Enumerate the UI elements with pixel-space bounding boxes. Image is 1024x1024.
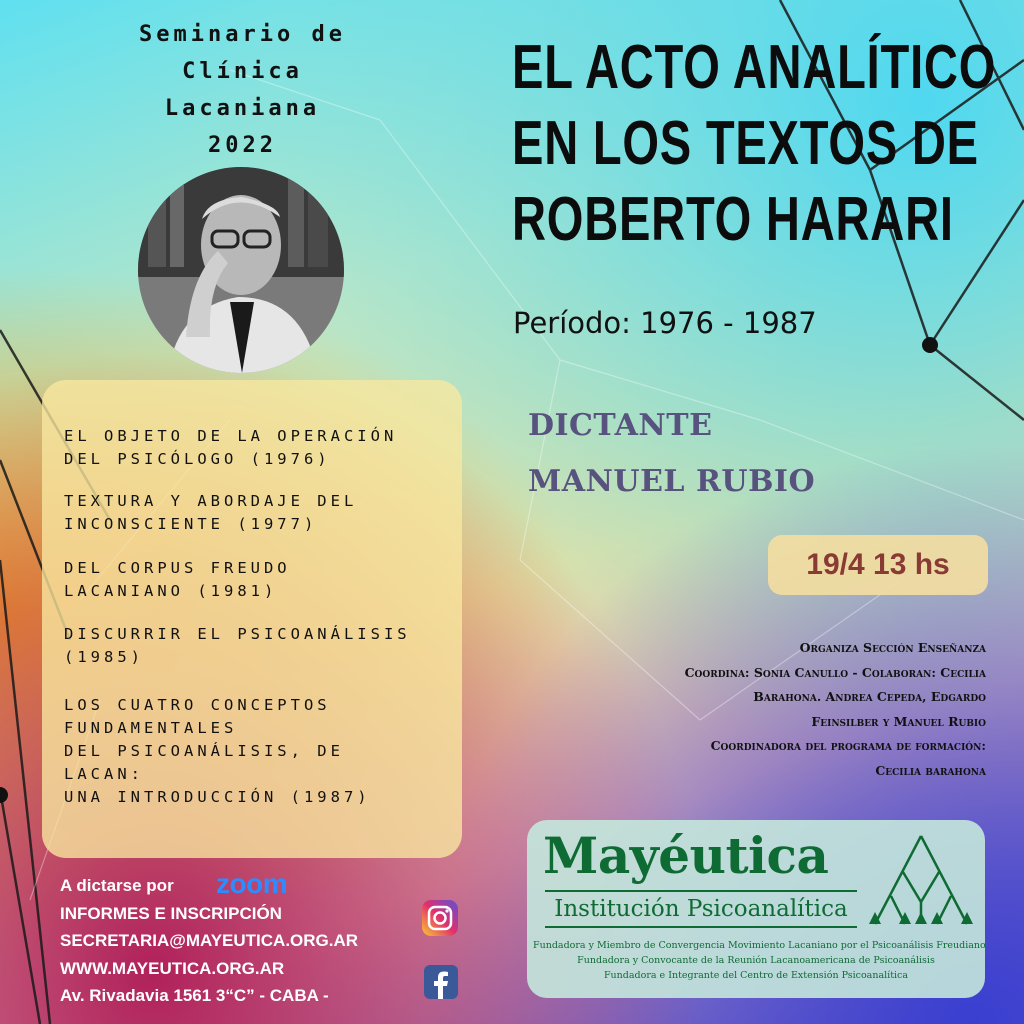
logo-footer-line: Fundadora e Integrante del Centro de Extensión Psicoanalítica xyxy=(603,970,909,981)
logo-rule xyxy=(545,926,857,928)
logo-footer-line: Fundadora y Convocante de la Reunión Lacanoamericana de Psicoanálisis xyxy=(577,955,935,966)
event-title xyxy=(512,30,997,258)
text-item xyxy=(64,694,371,809)
text-line: DEL CORPUS FREUDO xyxy=(64,559,291,577)
texts-panel xyxy=(42,380,462,858)
tree-logo-icon xyxy=(869,832,973,932)
org-line: Coordinadora del programa de formación: xyxy=(710,738,986,753)
instagram-icon[interactable] xyxy=(422,900,458,936)
text-line: DEL PSICÓLOGO (1976) xyxy=(64,450,331,468)
text-item xyxy=(64,623,411,669)
seminar-line: Lacaniana xyxy=(164,96,321,121)
org-line: Feinsilber y Manuel Rubio xyxy=(811,713,986,729)
platform-prefix: A dictarse por xyxy=(60,876,174,895)
logo-footer-line: Fundadora y Miembro de Convergencia Movimiento Lacaniano por el Psicoanálisis Freudiano xyxy=(533,940,986,951)
org-line: Coordina: Sonia Canullo - Colaboran: Cecilia xyxy=(684,664,986,680)
text-line: LACANIANO (1981) xyxy=(64,582,278,600)
date-badge: 19/4 13 hs xyxy=(768,535,988,595)
text-item xyxy=(64,425,397,471)
portrait-photo xyxy=(138,167,344,373)
seminar-line: 2022 xyxy=(208,133,277,158)
text-line: EL OBJETO DE LA OPERACIÓN xyxy=(64,427,398,445)
text-line: LOS CUATRO CONCEPTOS xyxy=(64,696,331,714)
org-line: Barahona. Andrea Cepeda, Edgardo xyxy=(753,689,986,704)
title-line: EN LOS TEXTOS DE xyxy=(512,109,979,178)
title-line: EL ACTO ANALÍTICO xyxy=(512,33,997,102)
text-line: DISCURRIR EL PSICOANÁLISIS xyxy=(64,625,411,643)
text-line: UNA INTRODUCCIÓN (1987) xyxy=(64,788,371,806)
text-line: INCONSCIENTE (1977) xyxy=(64,515,318,533)
org-line: Organiza Sección Enseñanza xyxy=(799,640,986,655)
address-text: Av. Rivadavia 1561 3“C” - CABA - xyxy=(60,986,329,1005)
dictante-name: MANUEL RUBIO xyxy=(528,464,816,499)
dictante-label: DICTANTE xyxy=(528,408,713,443)
seminar-line: Seminario de xyxy=(139,22,346,47)
facebook-icon[interactable] xyxy=(424,965,458,999)
logo-rule xyxy=(545,890,857,892)
text-item xyxy=(64,557,291,603)
info-heading: INFORMES E INSCRIPCIÓN xyxy=(60,903,282,923)
contact-info xyxy=(60,872,358,1010)
logo-footer xyxy=(533,938,986,983)
organization-credits xyxy=(566,636,986,783)
text-item xyxy=(64,490,357,536)
seminar-line: Clínica xyxy=(182,59,303,84)
period-text: Período: 1976 - 1987 xyxy=(513,306,817,340)
email-link[interactable]: SECRETARIA@MAYEUTICA.ORG.AR xyxy=(60,931,359,950)
logo-name: Mayéutica xyxy=(543,826,829,885)
text-line: TEXTURA Y ABORDAJE DEL xyxy=(64,492,358,510)
logo-subtitle: Institución Psicoanalítica xyxy=(554,896,848,922)
text-line: DEL PSICOANÁLISIS, DE xyxy=(64,742,344,760)
website-link[interactable]: WWW.MAYEUTICA.ORG.AR xyxy=(60,958,285,978)
text-line: (1985) xyxy=(64,648,144,666)
org-line: Cecilia barahona xyxy=(875,762,986,778)
institution-logo xyxy=(527,820,985,998)
text-line: LACAN: xyxy=(64,765,144,783)
text-line: FUNDAMENTALES xyxy=(64,719,238,737)
zoom-logo: zoom xyxy=(216,868,288,899)
title-line: ROBERTO HARARI xyxy=(512,185,954,254)
dictante-block xyxy=(528,398,815,510)
seminar-heading xyxy=(100,16,385,164)
